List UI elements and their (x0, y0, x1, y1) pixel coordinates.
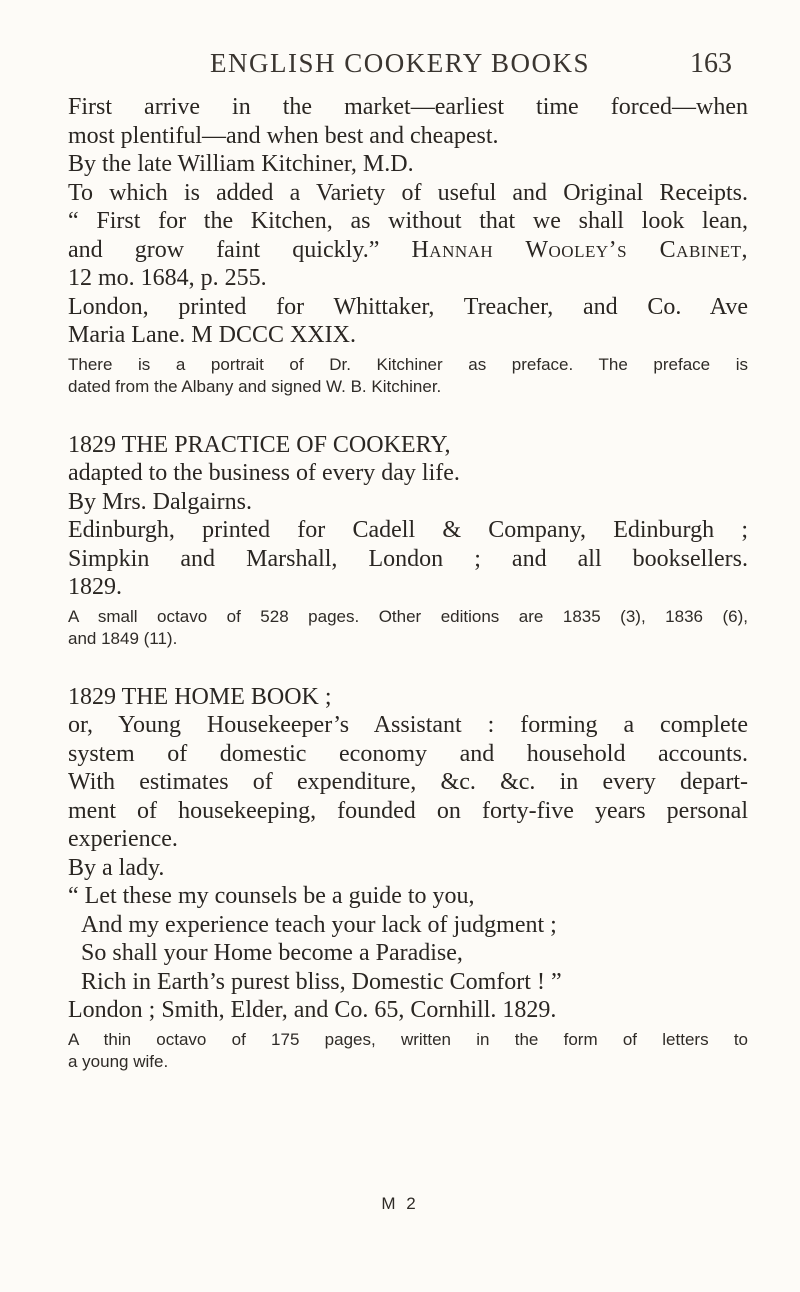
entry-line: “ First for the Kitchen, as without that we shall look lean, (68, 208, 748, 234)
entry-line: Maria Lane. M DCCC XXIX. (68, 322, 356, 348)
entry-line: 12 mo. 1684, p. 255. (68, 265, 267, 291)
page-number: 163 (690, 48, 732, 79)
signature-mark: M 2 (381, 1194, 419, 1213)
entry-line: Simpkin and Marshall, London ; and all booksellers. (68, 545, 748, 572)
entry-note-line: A thin octavo of 175 pages, written in the form of letters to (68, 1029, 748, 1049)
citation-smallcaps: Hannah Wooley’s Cabinet, (411, 236, 748, 263)
entry-line: London, printed for Whittaker, Treacher, and Co. Ave (68, 293, 748, 320)
entry-note-line: dated from the Albany and signed W. B. Kitchiner. (68, 376, 442, 396)
entry-line: To which is added a Variety of useful and Original Receipts. (68, 179, 748, 206)
entry-heading: 1829 THE PRACTICE OF COOKERY, (68, 431, 451, 458)
verse-line: So shall your Home become a Paradise, (81, 940, 463, 966)
entry-line: most plentiful—and when best and cheapest. (68, 122, 499, 149)
entry-line: 1829. (68, 574, 122, 600)
entry-home-book (68, 683, 748, 1073)
entry-line: system of domestic economy and household accounts. (68, 740, 748, 767)
entry-line: First arrive in the market—earliest time forced—when (68, 94, 748, 120)
entry-kitchiner (68, 93, 748, 398)
imprint-line: London ; Smith, Elder, and Co. 65, Cornhill. 1829. (68, 997, 557, 1023)
entry-line: By Mrs. Dalgairns. (68, 488, 252, 515)
entry-line: With estimates of expenditure, &c. &c. in every depart- (68, 769, 748, 795)
entry-practice-of-cookery (68, 431, 748, 650)
entry-line: ment of housekeeping, founded on forty-five years personal (68, 797, 748, 824)
entry-line-with-citation (68, 236, 748, 265)
verse-line: And my experience teach your lack of judgment ; (81, 911, 557, 938)
entry-note-line: A small octavo of 528 pages. Other editions are 1835 (3), 1836 (6), (68, 606, 748, 626)
entry-note-line: and 1849 (11). (68, 628, 178, 648)
entry-note-line: a young wife. (68, 1051, 169, 1071)
verse-line: Rich in Earth’s purest bliss, Domestic Comfort ! ” (81, 968, 562, 995)
entry-line: experience. (68, 826, 178, 852)
running-header (0, 48, 800, 88)
entry-heading: 1829 THE HOME BOOK ; (68, 683, 332, 710)
entry-line: Edinburgh, printed for Cadell & Company, Edinburgh ; (68, 517, 748, 543)
verse-quotation (68, 882, 748, 996)
entry-line: By the late William Kitchiner, M.D. (68, 151, 414, 177)
verse-line: “ Let these my counsels be a guide to you, (68, 883, 475, 909)
entry-line: By a lady. (68, 854, 165, 881)
entry-note-line: There is a portrait of Dr. Kitchiner as preface. The preface is (68, 354, 748, 374)
entry-line: adapted to the business of every day life. (68, 460, 460, 486)
entry-line: or, Young Housekeeper’s Assistant : forming a complete (68, 712, 748, 738)
entry-line-text: and grow faint quickly.” (68, 236, 412, 263)
running-title: ENGLISH COOKERY BOOKS (209, 48, 591, 78)
page-body (68, 93, 748, 1073)
